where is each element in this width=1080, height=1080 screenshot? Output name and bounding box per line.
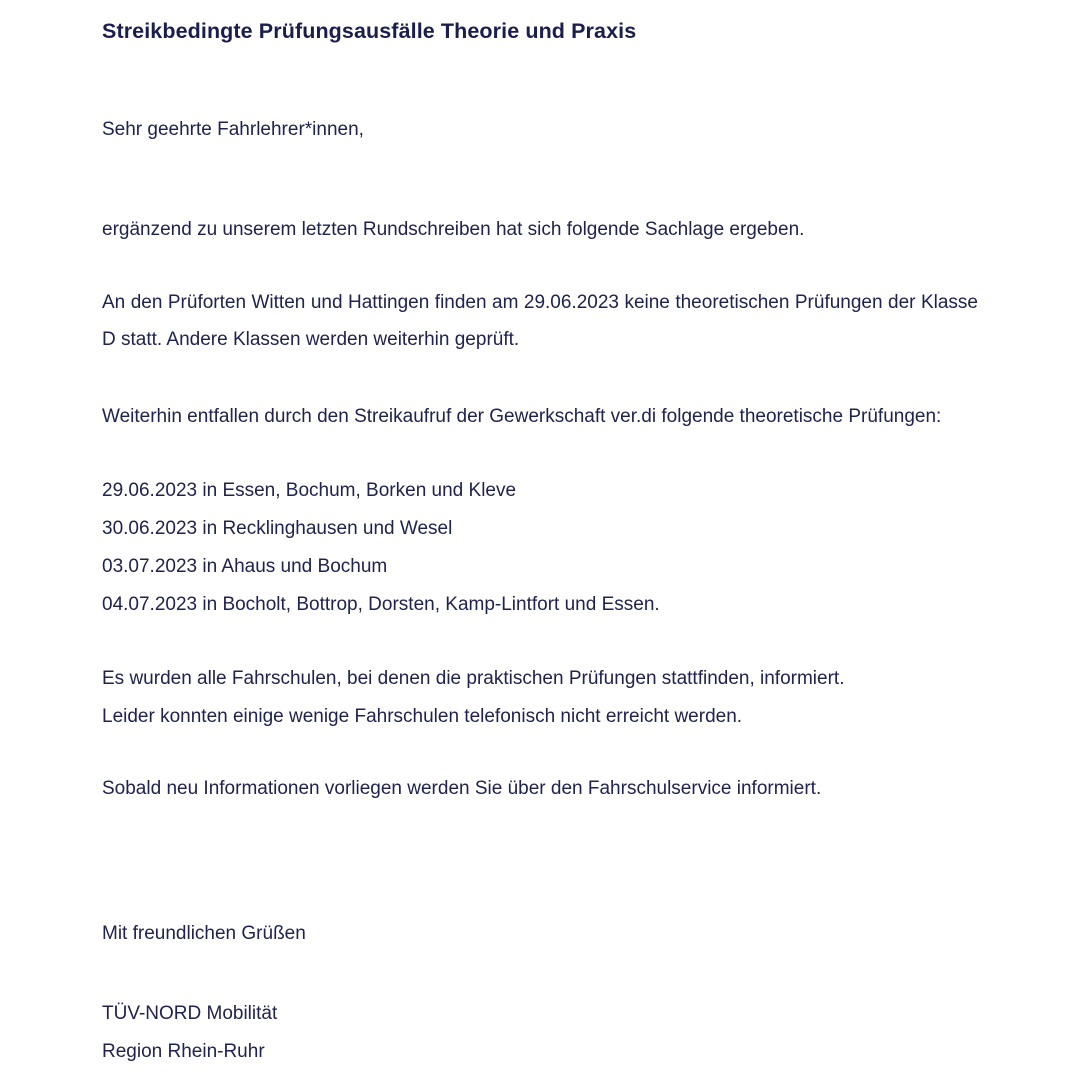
intro-paragraph (102, 143, 978, 249)
document-body (102, 0, 978, 1071)
signature-organisation: TÜV-NORD Mobilität (102, 1002, 278, 1024)
followup-paragraph: Sobald neu Informationen vorliegen werden Sie über den Fahrschulservice informiert. (102, 778, 822, 799)
list-item: 30.06.2023 in Recklinghausen und Wesel (102, 518, 453, 539)
signature-block (102, 947, 978, 1071)
page-title: Streikbedingte Prüfungsausfälle Theorie und Praxis (102, 19, 637, 43)
witten-hattingen-paragraph: An den Prüforten Witten und Hattingen finden am 29.06.2023 keine theoretischen Prüfungen der Klasse D statt. Andere Klassen werden weiterhin geprüft. (102, 291, 978, 350)
schools-informed-line-1: Es wurden alle Fahrschulen, bei denen die praktischen Prüfungen stattfinden, informiert. (102, 668, 845, 689)
cancellation-intro-paragraph: Weiterhin entfallen durch den Streikaufruf der Gewerkschaft ver.di folgende theoretische Prüfungen: (102, 405, 942, 427)
intro-line-1: ergänzend zu unserem letzten Rundschreiben hat sich folgende Sachlage ergeben. (102, 219, 805, 240)
list-item: 04.07.2023 in Bocholt, Bottrop, Dorsten, Kamp-Lintfort und Essen. (102, 594, 660, 615)
salutation-line: Sehr geehrte Fahrlehrer*innen, (102, 119, 364, 140)
signature-region: Region Rhein-Ruhr (102, 1040, 265, 1062)
schools-informed-paragraph (102, 624, 978, 735)
closing-line: Mit freundlichen Grüßen (102, 922, 306, 944)
cancelled-exams-list (102, 435, 978, 624)
list-item: 03.07.2023 in Ahaus und Bochum (102, 556, 388, 577)
schools-informed-line-2: Leider konnten einige wenige Fahrschulen telefonisch nicht erreicht werden. (102, 705, 743, 727)
list-item: 29.06.2023 in Essen, Bochum, Borken und Kleve (102, 480, 517, 501)
